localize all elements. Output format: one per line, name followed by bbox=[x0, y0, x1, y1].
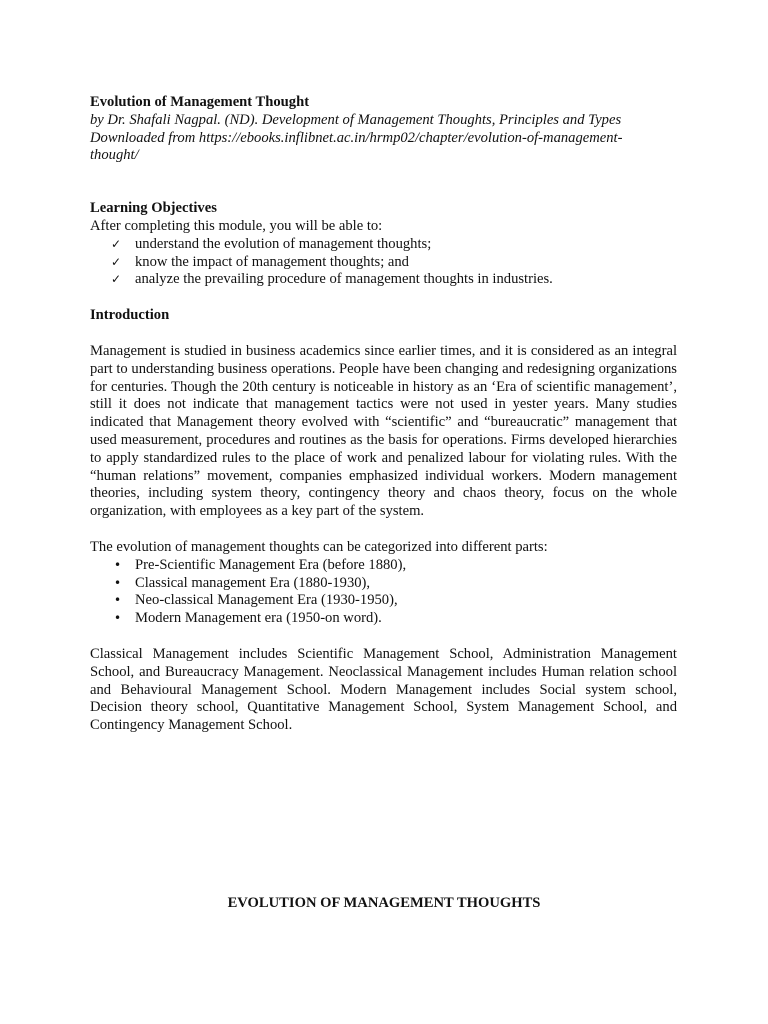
source-line: Downloaded from https://ebooks.inflibnet.ac.in/hrmp02/chapter/evolution-of-management- bbox=[90, 129, 623, 146]
learning-objectives-intro: After completing this module, you will be able to: bbox=[90, 217, 383, 234]
bullet-icon: • bbox=[114, 557, 122, 572]
document-content bbox=[90, 94, 677, 735]
spacer bbox=[90, 289, 677, 307]
objective-item bbox=[90, 254, 677, 272]
era-item bbox=[90, 575, 677, 593]
era-text: Classical management Era (1880-1930), bbox=[135, 574, 371, 591]
bullet-icon: • bbox=[114, 575, 122, 590]
spacer bbox=[90, 628, 677, 646]
objective-text: analyze the prevailing procedure of management thoughts in industries. bbox=[135, 271, 553, 288]
source-line-continued: thought/ bbox=[90, 147, 139, 164]
spacer bbox=[90, 165, 677, 200]
spacer bbox=[90, 521, 677, 539]
eras-list bbox=[90, 557, 677, 628]
objective-text: understand the evolution of management thoughts; bbox=[135, 235, 432, 252]
spacer bbox=[90, 325, 677, 343]
era-text: Neo-classical Management Era (1930-1950), bbox=[135, 592, 398, 609]
section-heading-evolution: EVOLUTION OF MANAGEMENT THOUGHTS bbox=[227, 895, 541, 911]
checkmark-icon: ✓ bbox=[111, 236, 122, 251]
era-item bbox=[90, 610, 677, 628]
bullet-icon: • bbox=[114, 593, 122, 608]
objective-item bbox=[90, 236, 677, 254]
era-text: Pre-Scientific Management Era (before 1880), bbox=[135, 556, 407, 573]
schools-paragraph: Classical Management includes Scientific Management School, Administration Management School, and Bureaucracy Management. Neoclassical Management includes Human relation school and Behavioural Management School. Modern Management includes Social system school, Decision theory school, Quantitative Management School, System Management School, and Contingency Management School. bbox=[90, 645, 677, 734]
introduction-paragraph: Management is studied in business academics since earlier times, and it is considered as an integral part to understanding business operations. People have been changing and redesigning organizations for centuries. Though the 20th century is noticeable in history as an ‘Era of scientific management’, still it does not indicate that management tactics were not used in yester years. Many studies indicated that Management theory evolved with “scientific” and “bureaucratic” management that used measurement, procedures and routines as the basis for operations. Firms developed hierarchies to apply standardized rules to the place of work and penalized labour for violating rules. With the “human relations” movement, companies emphasized individual workers. Modern management theories, including system theory, contingency theory and chaos theory, focus on the whole organization, with employees as a key part of the system. bbox=[90, 342, 677, 520]
era-item bbox=[90, 557, 677, 575]
checkmark-icon: ✓ bbox=[111, 254, 122, 269]
objective-text: know the impact of management thoughts; and bbox=[135, 253, 409, 270]
bullet-icon: • bbox=[114, 611, 122, 626]
objectives-list bbox=[90, 236, 677, 289]
document-title: Evolution of Management Thought bbox=[90, 94, 310, 110]
citation-line: by Dr. Shafali Nagpal. (ND). Development of Management Thoughts, Principles and Types bbox=[90, 111, 622, 128]
era-item bbox=[90, 592, 677, 610]
objective-item bbox=[90, 271, 677, 289]
introduction-heading: Introduction bbox=[90, 307, 170, 324]
evolution-intro: The evolution of management thoughts can be categorized into different parts: bbox=[90, 538, 548, 555]
checkmark-icon: ✓ bbox=[111, 272, 122, 287]
learning-objectives-heading: Learning Objectives bbox=[90, 200, 217, 217]
era-text: Modern Management era (1950-on word). bbox=[135, 610, 382, 627]
